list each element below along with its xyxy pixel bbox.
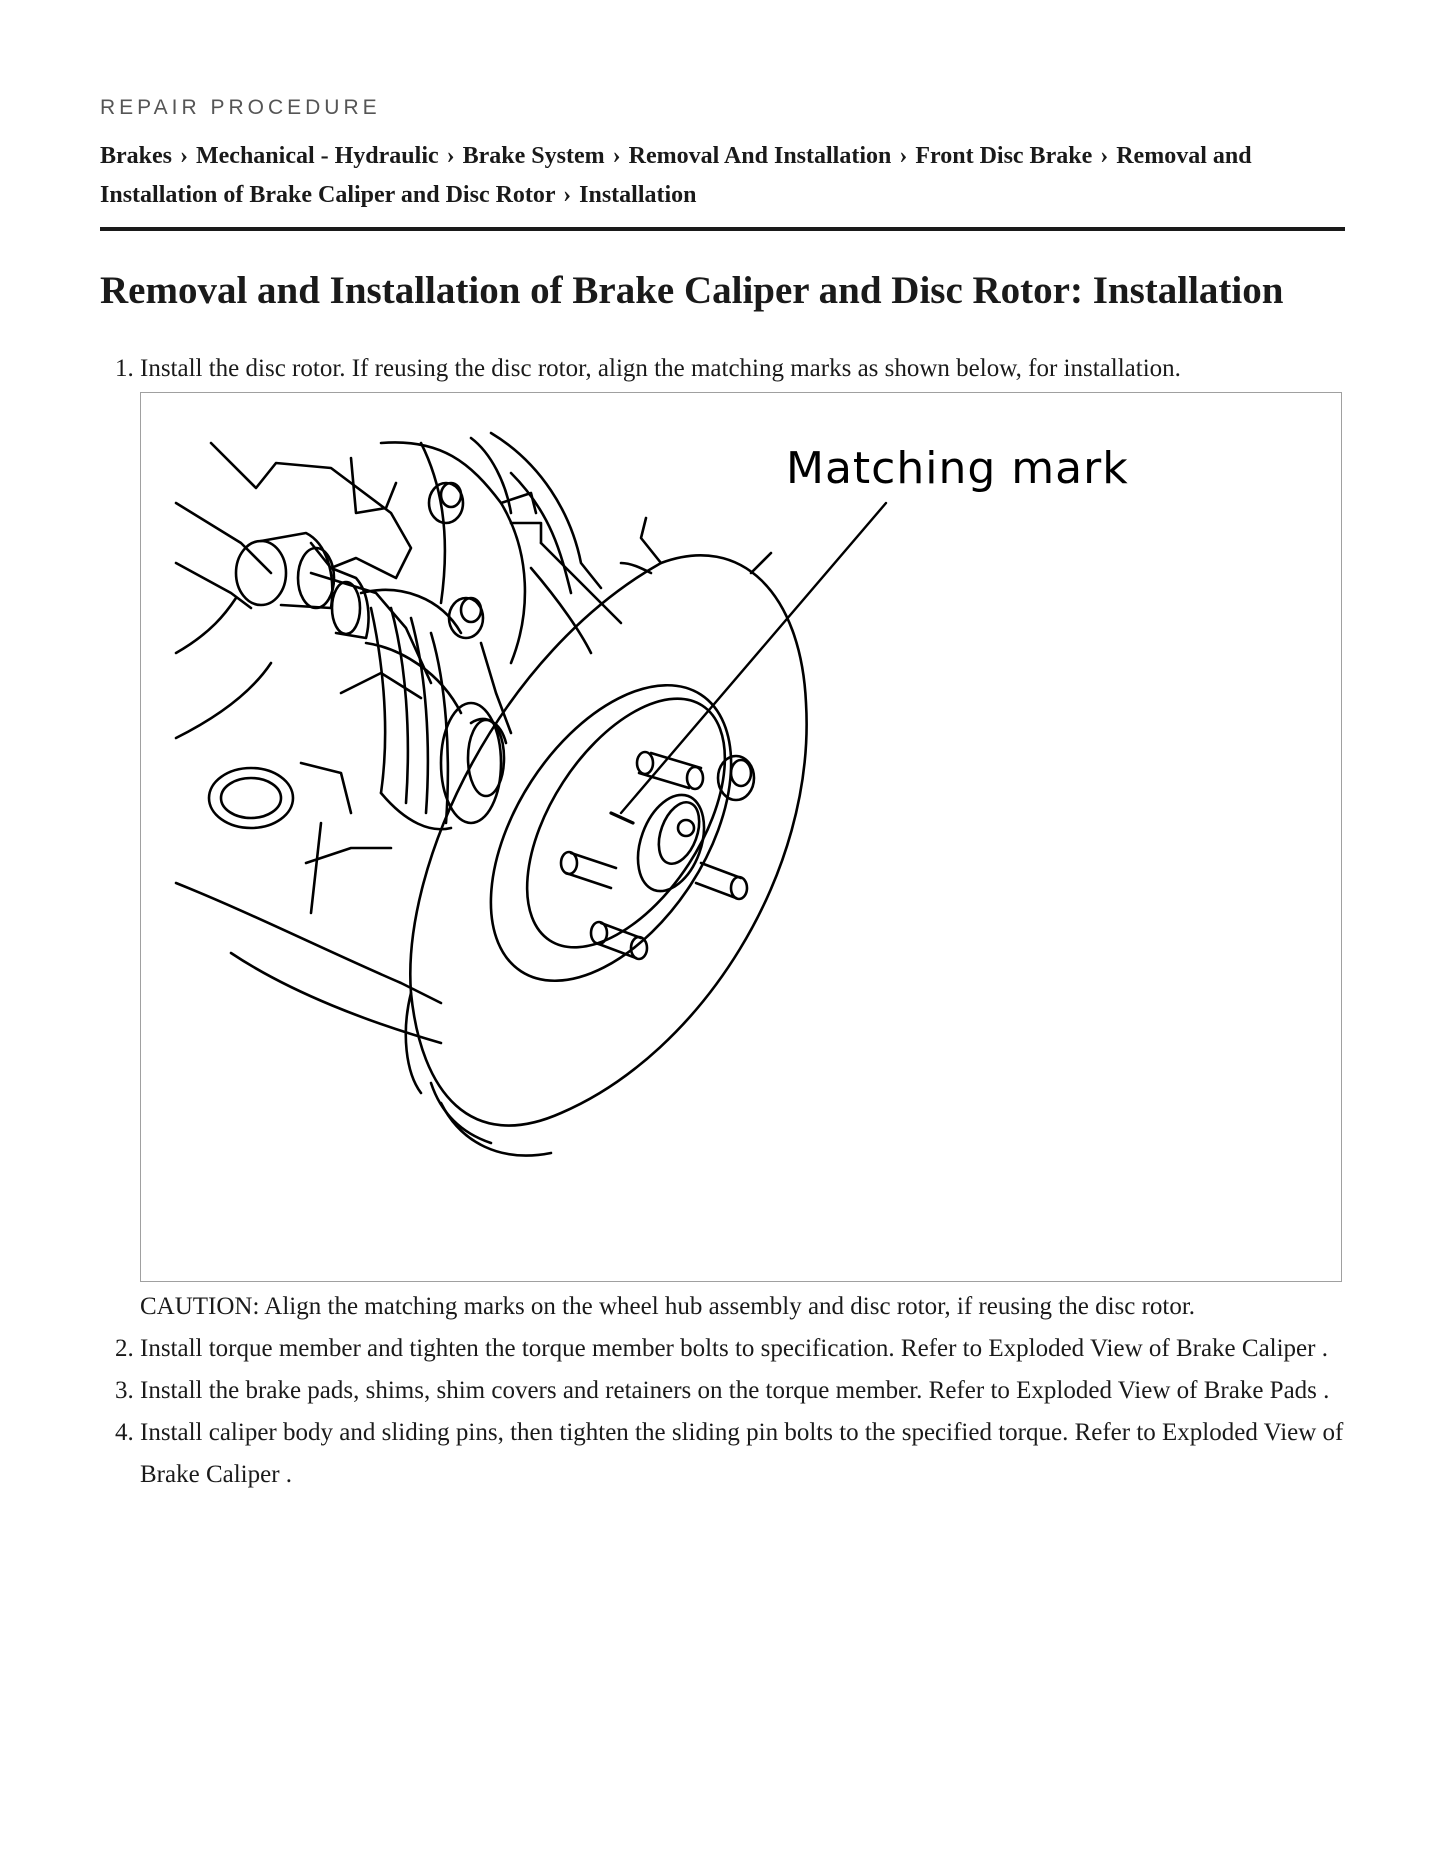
matching-mark-figure <box>140 392 1342 1282</box>
breadcrumb-separator: › <box>180 143 188 169</box>
breadcrumb-item[interactable]: Mechanical - Hydraulic <box>196 143 439 169</box>
procedure-steps <box>100 348 1345 1496</box>
page-title: Removal and Installation of Brake Caliper and Disc Rotor: Installation <box>100 269 1284 312</box>
breadcrumb-separator: › <box>563 182 572 208</box>
section-kicker: REPAIR PROCEDURE <box>100 96 381 119</box>
breadcrumb-item-current: Installation <box>579 182 697 208</box>
breadcrumb-separator: › <box>446 143 455 169</box>
step-text: Install the disc rotor. If reusing the disc rotor, align the matching marks as shown below, for installation. <box>140 355 1181 382</box>
breadcrumb-separator: › <box>612 143 621 169</box>
disc-rotor-illustration <box>141 393 1341 1281</box>
breadcrumb-item[interactable]: Brake System <box>462 143 605 169</box>
step-text: Install the brake pads, shims, shim covers and retainers on the torque member. Refer to Exploded View of Brake Pads . <box>140 1377 1330 1404</box>
step-text: Install caliper body and sliding pins, then tighten the sliding pin bolts to the specified torque. Refer to Exploded View of Brake Caliper . <box>140 1419 1344 1488</box>
header-divider <box>100 227 1345 231</box>
breadcrumb-item[interactable]: Brakes <box>100 143 172 169</box>
breadcrumb-item[interactable]: Removal and Installation of Brake Caliper and Disc Rotor <box>100 143 1252 208</box>
step-item <box>140 1328 1345 1370</box>
step-item <box>140 348 1345 1328</box>
breadcrumb <box>100 137 1345 215</box>
step-text: Install torque member and tighten the torque member bolts to specification. Refer to Exploded View of Brake Caliper . <box>140 1335 1328 1362</box>
matching-mark-label: Matching mark <box>786 443 1129 494</box>
breadcrumb-item[interactable]: Removal And Installation <box>628 143 892 169</box>
breadcrumb-separator: › <box>1100 143 1109 169</box>
caution-note: CAUTION: Align the matching marks on the wheel hub assembly and disc rotor, if reusing the disc rotor. <box>140 1293 1196 1320</box>
step-item <box>140 1412 1345 1496</box>
breadcrumb-separator: › <box>899 143 908 169</box>
step-item <box>140 1370 1345 1412</box>
breadcrumb-item[interactable]: Front Disc Brake <box>915 143 1093 169</box>
